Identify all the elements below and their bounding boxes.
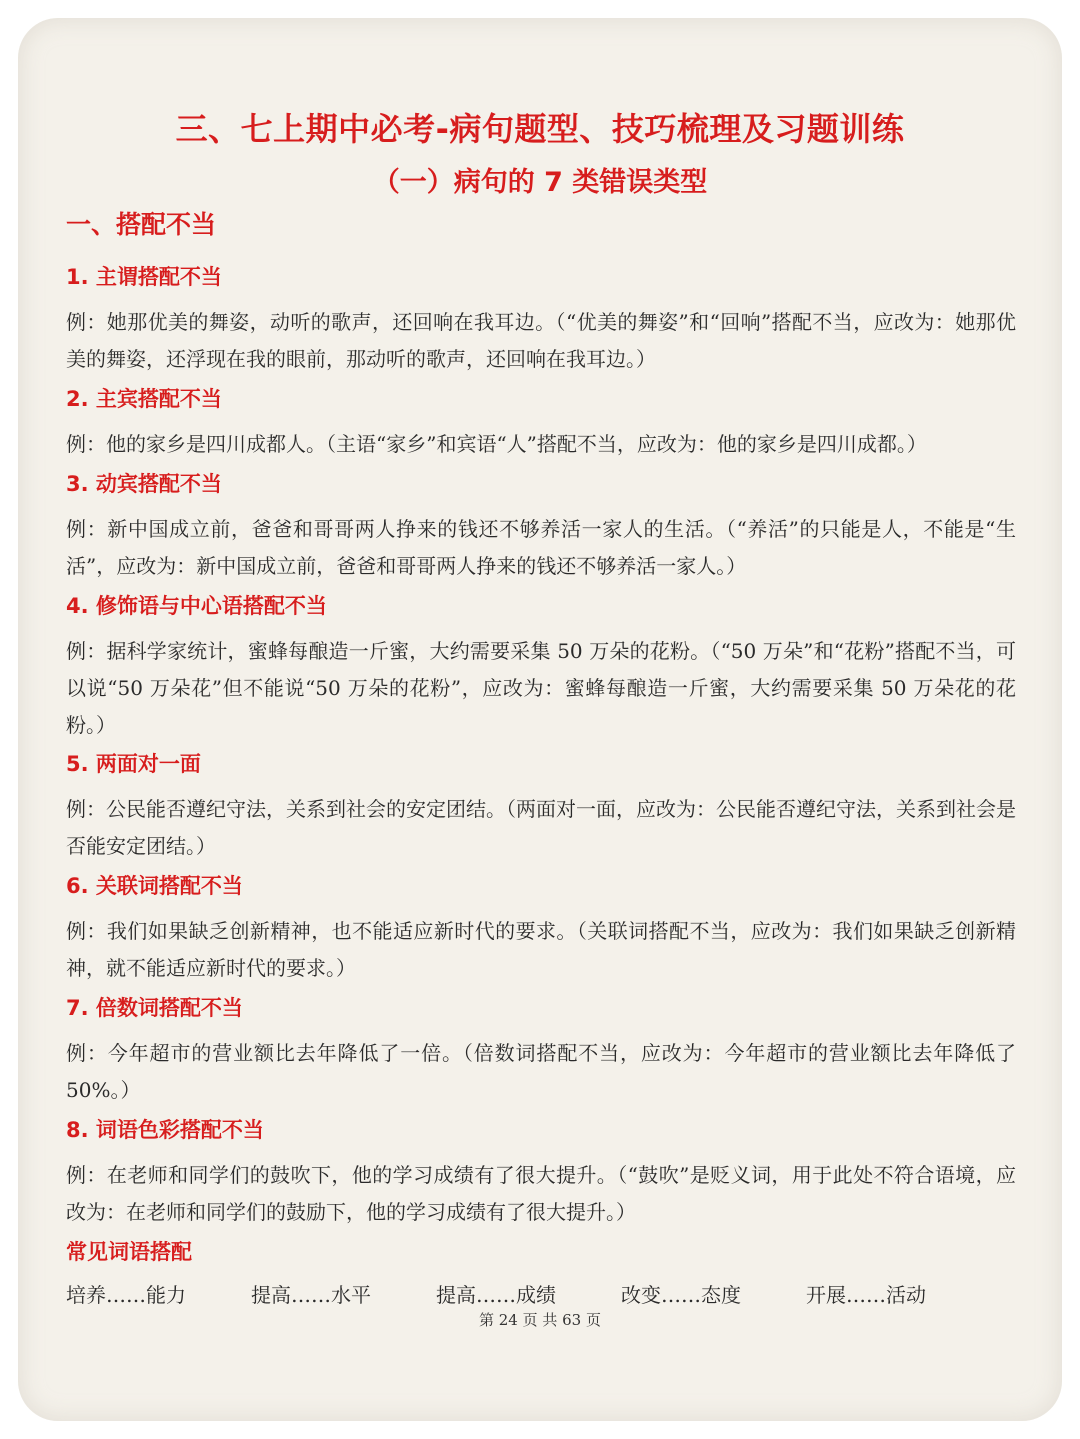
section-title: 1. 主谓搭配不当 (66, 265, 222, 289)
collocation-item: 开展……活动 (806, 1283, 926, 1307)
section-heading: 一、搭配不当 (66, 210, 217, 239)
section-example: 例：他的家乡是四川成都人。（主语“家乡”和宾语“人”搭配不当，应改为：他的家乡是四川成都。） (66, 432, 927, 456)
collocations-title: 常见词语搭配 (66, 1240, 192, 1264)
collocation-item: 提高……水平 (251, 1283, 371, 1307)
section-example: 例：在老师和同学们的鼓吹下，他的学习成绩有了很大提升。（“鼓吹”是贬义词，用于此处不符合语境，应改为：在老师和同学们的鼓励下，他的学习成绩有了很大提升。） (66, 1163, 1016, 1224)
collocations-section (66, 1237, 1016, 1267)
section-2 (66, 384, 1016, 463)
section-example: 例：她那优美的舞姿，动听的歌声，还回响在我耳边。（“优美的舞姿”和“回响”搭配不当，应改为：她那优美的舞姿，还浮现在我的眼前，那动听的歌声，还回响在我耳边。） (66, 310, 1016, 371)
section-3 (66, 469, 1016, 585)
section-example: 例：新中国成立前，爸爸和哥哥两人挣来的钱还不够养活一家人的生活。（“养活”的只能是人，不能是“生活”，应改为：新中国成立前，爸爸和哥哥两人挣来的钱还不够养活一家人。） (66, 517, 1016, 578)
collocation-item: 提高……成绩 (436, 1283, 556, 1307)
section-8 (66, 1115, 1016, 1231)
section-example: 例：公民能否遵纪守法，关系到社会的安定团结。（两面对一面，应改为：公民能否遵纪守法，关系到社会是否能安定团结。） (66, 797, 1016, 858)
document-title: 三、七上期中必考-病句题型、技巧梳理及习题训练 (175, 110, 905, 148)
section-6 (66, 871, 1016, 987)
section-title: 2. 主宾搭配不当 (66, 387, 222, 411)
section-example: 例：今年超市的营业额比去年降低了一倍。（倍数词搭配不当，应改为：今年超市的营业额比去年降低了 50%。） (66, 1041, 1016, 1102)
document-subtitle: （一）病句的 7 类错误类型 (372, 167, 708, 198)
section-5 (66, 749, 1016, 865)
section-4 (66, 591, 1016, 744)
section-example: 例：据科学家统计，蜜蜂每酿造一斤蜜，大约需要采集 50 万朵的花粉。（“50 万朵”和“花粉”搭配不当，可以说“50 万朵花”但不能说“50 万朵的花粉”，应改为：蜜蜂每酿造一斤蜜，大约需要采集 50 万朵花的花粉。） (66, 639, 1016, 737)
page-number: 第 24 页 共 63 页 (478, 1311, 601, 1329)
section-example: 例：我们如果缺乏创新精神，也不能适应新时代的要求。（关联词搭配不当，应改为：我们如果缺乏创新精神，就不能适应新时代的要求。） (66, 919, 1016, 980)
section-7 (66, 993, 1016, 1109)
section-title: 5. 两面对一面 (66, 752, 201, 776)
section-title: 6. 关联词搭配不当 (66, 874, 243, 898)
section-title: 3. 动宾搭配不当 (66, 472, 222, 496)
collocation-list (66, 1280, 1016, 1310)
section-1 (66, 262, 1016, 378)
collocation-item: 改变……态度 (621, 1283, 741, 1307)
section-title: 8. 词语色彩搭配不当 (66, 1118, 264, 1142)
collocation-item: 培养……能力 (66, 1283, 186, 1307)
section-title: 7. 倍数词搭配不当 (66, 996, 243, 1020)
section-title: 4. 修饰语与中心语搭配不当 (66, 594, 327, 618)
